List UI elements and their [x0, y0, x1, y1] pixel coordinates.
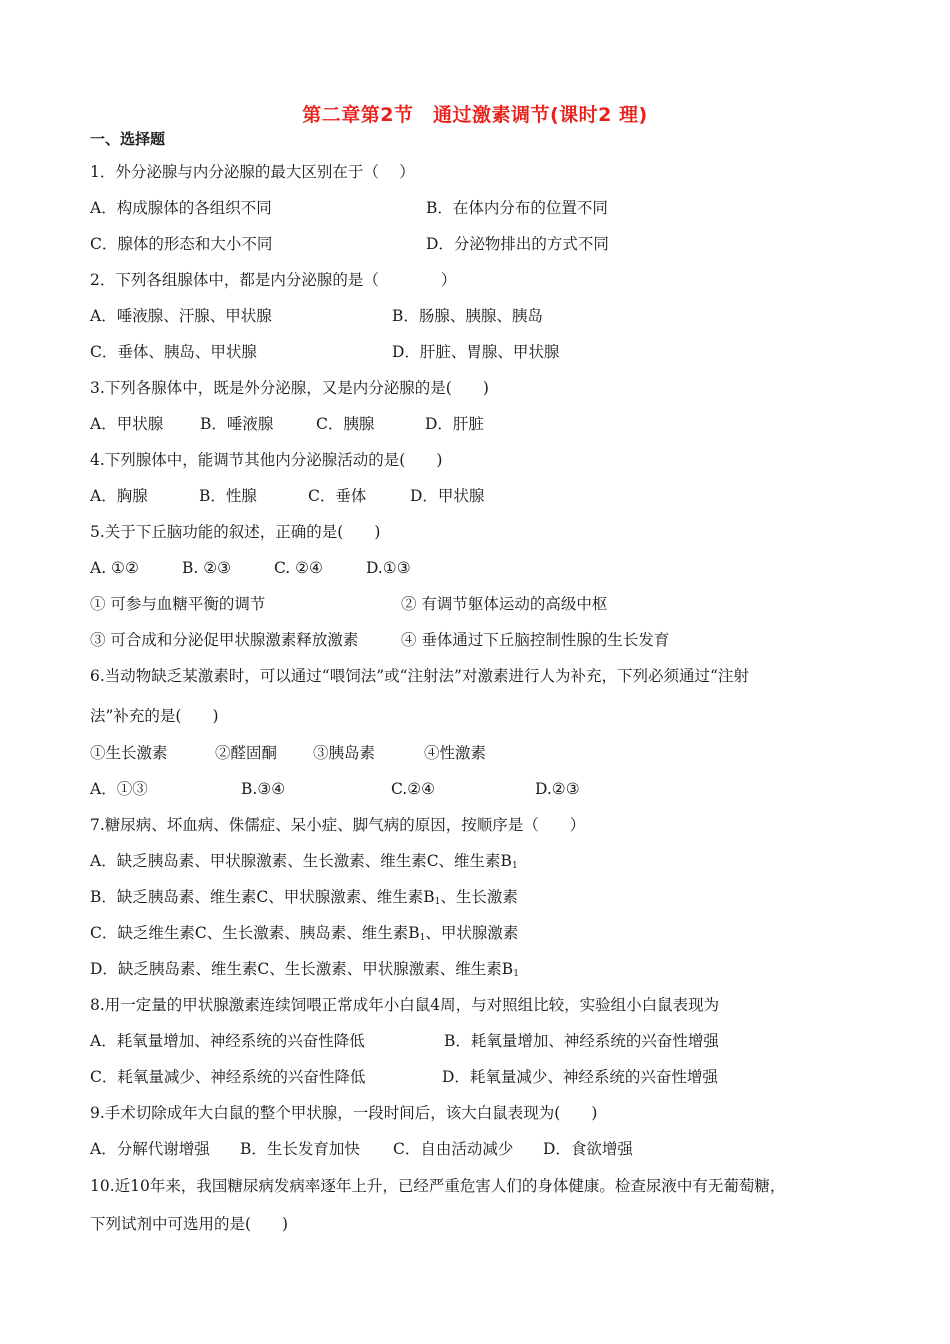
question-6-option-a: A．①③ — [90, 780, 148, 798]
question-8-option-c: C．耗氧量减少、神经系统的兴奋性降低 — [90, 1068, 366, 1086]
question-1-option-d: D．分泌物排出的方式不同 — [426, 235, 609, 253]
question-4-option-c: C．垂体 — [308, 487, 367, 505]
question-8-option-b: B．耗氧量增加、神经系统的兴奋性增强 — [444, 1032, 719, 1050]
question-4-option-d: D．甲状腺 — [410, 487, 485, 505]
question-6-option-b: B.③④ — [241, 780, 286, 798]
question-6-option-c: C.②④ — [391, 780, 436, 798]
question-4-stem: 4.下列腺体中，能调节其他内分泌腺活动的是( ) — [90, 451, 443, 469]
question-5-option-a: A. ①② — [90, 559, 139, 577]
question-7-option-c-text: C．缺乏维生素C、生长激素、胰岛素、维生素B — [90, 924, 420, 942]
question-9-option-a: A．分解代谢增强 — [90, 1140, 210, 1158]
question-6-item-1: ①生长激素 — [90, 744, 168, 762]
subscript: 1 — [434, 897, 441, 907]
question-7-option-c-text-end: 、甲状腺激素 — [425, 924, 519, 942]
question-7-option-b-text-end: 、生长激素 — [440, 888, 518, 906]
page-title: 第二章第2节 通过激素调节(课时2 理) — [302, 104, 648, 126]
question-8-stem: 8.用一定量的甲状腺激素连续饲喂正常成年小白鼠4周，与对照组比较，实验组小白鼠表现为 — [90, 996, 720, 1014]
question-7-option-a-text: A．缺乏胰岛素、甲状腺激素、生长激素、维生素C、维生素B — [90, 852, 512, 870]
question-5-statement-4: ④ 垂体通过下丘脑控制性腺的生长发育 — [401, 631, 670, 649]
question-5-statement-3: ③ 可合成和分泌促甲状腺激素释放激素 — [90, 631, 359, 649]
question-2-option-b: B．肠腺、胰腺、胰岛 — [392, 307, 543, 325]
question-7-option-d-text: D．缺乏胰岛素、维生素C、生长激素、甲状腺激素、维生素B — [90, 960, 514, 978]
question-3-option-a: A．甲状腺 — [90, 415, 164, 433]
question-3-option-d: D．肝脏 — [425, 415, 484, 433]
question-5-option-c: C. ②④ — [274, 559, 323, 577]
question-4-option-b: B．性腺 — [199, 487, 257, 505]
question-5-option-b: B. ②③ — [182, 559, 232, 577]
section-heading: 一、选择题 — [90, 130, 166, 148]
question-8-option-d: D．耗氧量减少、神经系统的兴奋性增强 — [442, 1068, 718, 1086]
question-1-option-b: B．在体内分布的位置不同 — [426, 199, 608, 217]
question-7-stem: 7.糖尿病、坏血病、侏儒症、呆小症、脚气病的原因，按顺序是（ ） — [90, 816, 586, 834]
question-7-option-c — [90, 923, 518, 948]
question-9-option-b: B．生长发育加快 — [240, 1140, 360, 1158]
question-9-option-c: C．自由活动减少 — [393, 1140, 514, 1158]
subscript: 1 — [513, 969, 519, 979]
question-6-stem-line-1: 6.当动物缺乏某激素时，可以通过“喂饲法”或“注射法”对激素进行人为补充，下列必须通过“注射 — [90, 667, 749, 685]
question-2-option-c: C．垂体、胰岛、甲状腺 — [90, 343, 257, 361]
question-3-option-b: B．唾液腺 — [200, 415, 274, 433]
question-7-option-b-text: B．缺乏胰岛素、维生素C、甲状腺激素、维生素B — [90, 888, 435, 906]
question-2-stem: 2．下列各组腺体中，都是内分泌腺的是（ ） — [90, 271, 457, 289]
question-2-option-d: D．肝脏、胃腺、甲状腺 — [392, 343, 560, 361]
question-8-option-a: A．耗氧量增加、神经系统的兴奋性降低 — [90, 1032, 365, 1050]
question-4-option-a: A．胸腺 — [90, 487, 148, 505]
question-7-option-d — [90, 959, 519, 984]
question-10-stem-line-2: 下列试剂中可选用的是( ) — [90, 1215, 289, 1233]
subscript: 1 — [511, 861, 518, 871]
question-7-option-b — [90, 887, 518, 912]
question-3-option-c: C．胰腺 — [316, 415, 375, 433]
question-6-option-d: D.②③ — [535, 780, 580, 798]
question-10-stem-line-1: 10.近10年来，我国糖尿病发病率逐年上升，已经严重危害人们的身体健康。检查尿液中有无葡萄糖， — [90, 1177, 786, 1195]
question-5-stem: 5.关于下丘脑功能的叙述，正确的是( ) — [90, 523, 381, 541]
question-6-stem-line-2: 法”补充的是( ) — [90, 707, 219, 725]
question-2-option-a: A．唾液腺、汗腺、甲状腺 — [90, 307, 272, 325]
question-5-statement-1: ① 可参与血糖平衡的调节 — [90, 595, 266, 613]
question-6-item-4: ④性激素 — [424, 744, 487, 762]
subscript: 1 — [419, 933, 426, 943]
question-9-option-d: D．食欲增强 — [543, 1140, 633, 1158]
question-7-option-a — [90, 851, 518, 876]
question-6-item-2: ②醛固酮 — [215, 744, 278, 762]
question-1-option-c: C．腺体的形态和大小不同 — [90, 235, 273, 253]
question-3-stem: 3.下列各腺体中，既是外分泌腺，又是内分泌腺的是( ) — [90, 379, 489, 397]
question-5-option-d: D.①③ — [366, 559, 411, 577]
question-6-item-3: ③胰岛素 — [313, 744, 376, 762]
question-1-option-a: A．构成腺体的各组织不同 — [90, 199, 272, 217]
question-5-statement-2: ② 有调节躯体运动的高级中枢 — [401, 595, 608, 613]
question-1-stem: 1．外分泌腺与内分泌腺的最大区别在于（ ） — [90, 163, 415, 181]
question-9-stem: 9.手术切除成年大白鼠的整个甲状腺，一段时间后，该大白鼠表现为( ) — [90, 1104, 598, 1122]
